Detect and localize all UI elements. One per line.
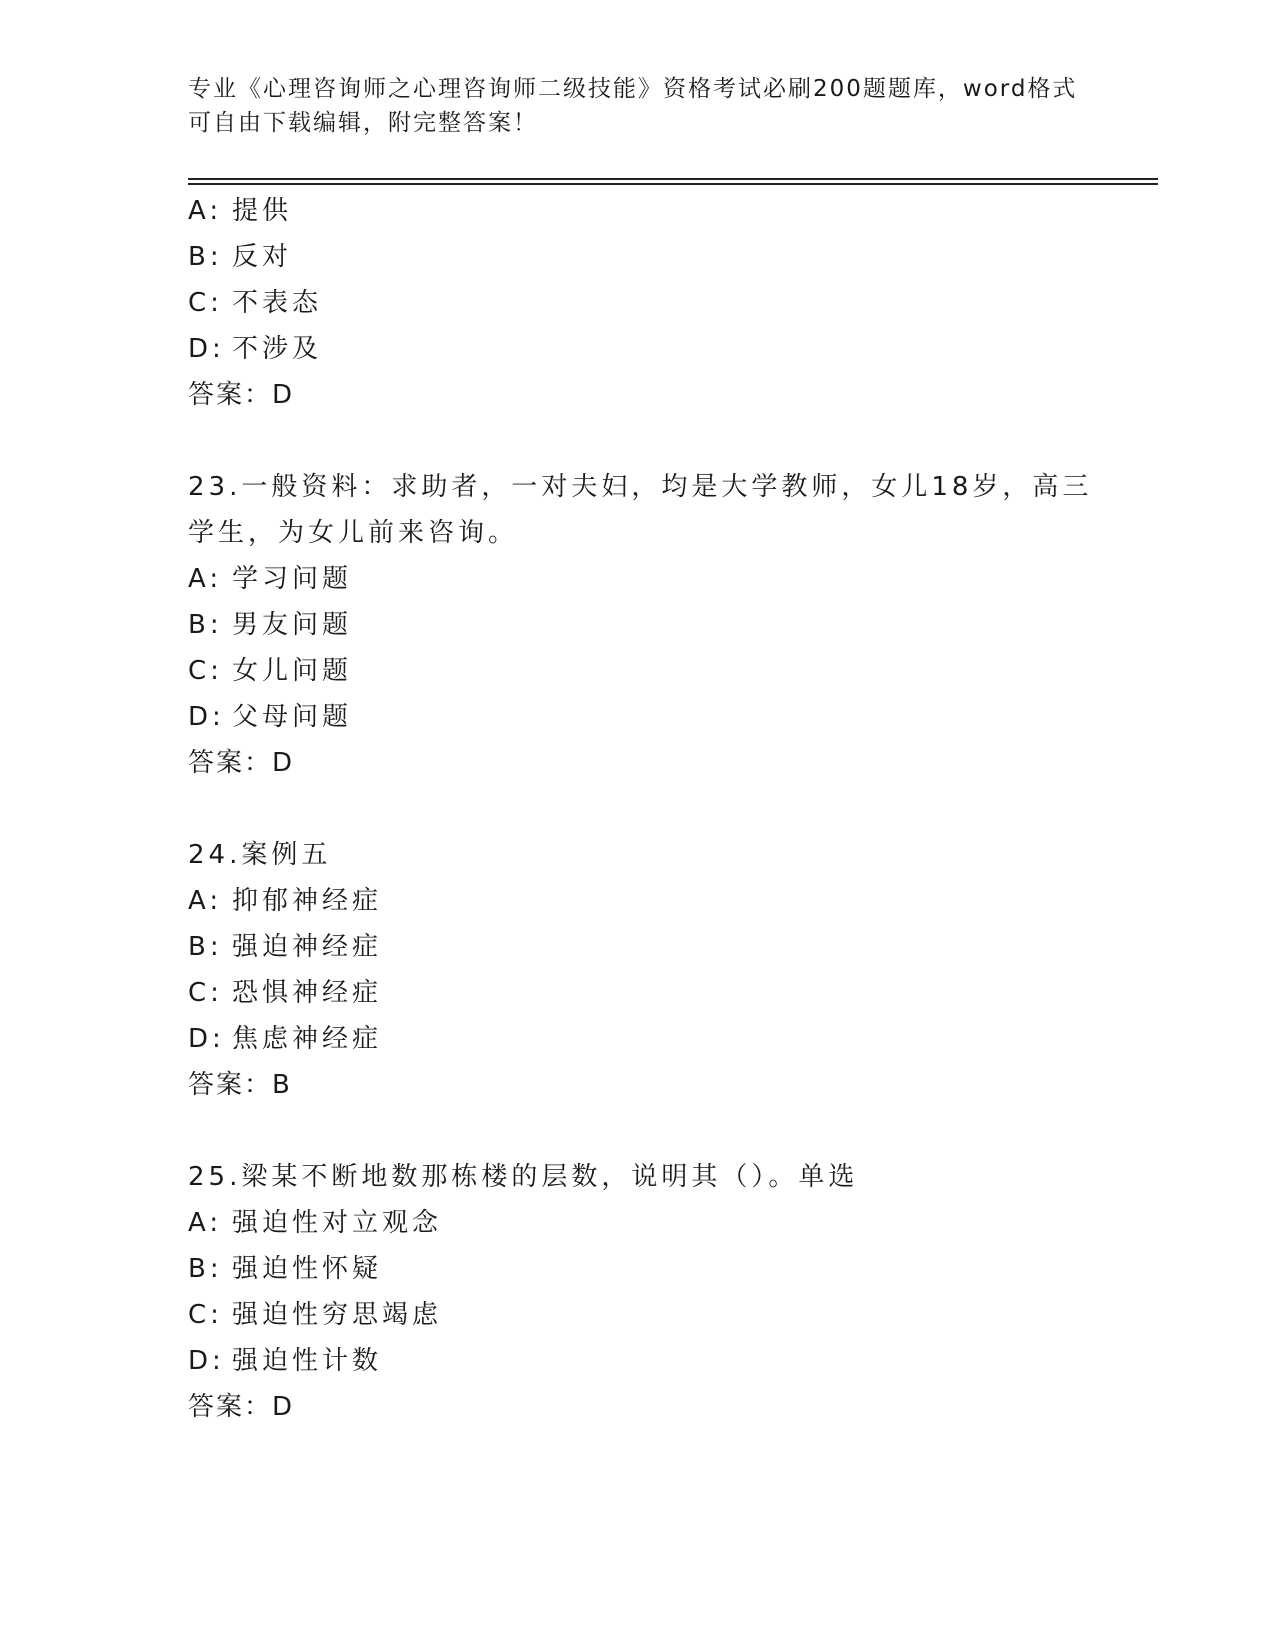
option-text: 强迫性穷思竭虑 xyxy=(232,1300,443,1330)
answer-line: 答案：D xyxy=(188,380,295,410)
option-label: A: xyxy=(188,564,223,594)
answer-line: 答案：D xyxy=(188,1392,295,1422)
option-text: 女儿问题 xyxy=(232,656,353,686)
option-label: C: xyxy=(188,656,223,686)
option-b xyxy=(188,602,1088,648)
option-c xyxy=(188,648,1088,694)
option-text: 强迫性计数 xyxy=(232,1346,383,1376)
option-d xyxy=(188,1338,1088,1384)
option-label: B: xyxy=(188,610,223,640)
option-label: B: xyxy=(188,1254,223,1284)
option-label: D: xyxy=(188,702,225,732)
option-label: B: xyxy=(188,242,223,272)
option-label: B: xyxy=(188,932,223,962)
answer-line: 答案：B xyxy=(188,1070,292,1100)
option-d xyxy=(188,694,1088,740)
question-22 xyxy=(188,188,1088,418)
question-stem: 25.梁某不断地数那栋楼的层数，说明其（）。单选 xyxy=(188,1162,859,1192)
option-label: D: xyxy=(188,1346,225,1376)
document-header xyxy=(188,72,1088,140)
option-a xyxy=(188,188,1088,234)
option-text: 强迫神经症 xyxy=(232,932,383,962)
header-divider-bottom xyxy=(188,183,1158,185)
option-c xyxy=(188,1292,1088,1338)
option-b xyxy=(188,924,1088,970)
header-line-1: 专业《心理咨询师之心理咨询师二级技能》资格考试必刷200题题库，word格式 xyxy=(188,76,1078,102)
question-stem-continued: 学生，为女儿前来咨询。 xyxy=(188,518,519,548)
option-text: 反对 xyxy=(232,242,293,272)
option-text: 抑郁神经症 xyxy=(232,886,383,916)
question-25 xyxy=(188,1154,1088,1430)
option-text: 恐惧神经症 xyxy=(232,978,383,1008)
option-text: 不涉及 xyxy=(232,334,323,364)
option-a xyxy=(188,556,1088,602)
spacer xyxy=(188,1108,1088,1154)
option-label: C: xyxy=(188,288,223,318)
spacer xyxy=(188,786,1088,832)
option-text: 父母问题 xyxy=(232,702,353,732)
option-text: 强迫性怀疑 xyxy=(232,1254,383,1284)
spacer xyxy=(188,418,1088,464)
question-stem: 24.案例五 xyxy=(188,840,332,870)
option-text: 焦虑神经症 xyxy=(232,1024,383,1054)
option-d xyxy=(188,326,1088,372)
option-label: C: xyxy=(188,978,223,1008)
question-stem: 23.一般资料：求助者，一对夫妇，均是大学教师，女儿18岁，高三 xyxy=(188,472,1093,502)
option-a xyxy=(188,1200,1088,1246)
option-text: 强迫性对立观念 xyxy=(232,1208,443,1238)
option-c xyxy=(188,280,1088,326)
header-divider-top xyxy=(188,178,1158,180)
question-23 xyxy=(188,464,1093,786)
option-b xyxy=(188,1246,1088,1292)
option-label: D: xyxy=(188,1024,225,1054)
option-label: A: xyxy=(188,196,223,226)
answer-line: 答案：D xyxy=(188,748,295,778)
option-a xyxy=(188,878,1088,924)
question-24 xyxy=(188,832,1088,1108)
option-c xyxy=(188,970,1088,1016)
option-label: A: xyxy=(188,1208,223,1238)
option-text: 男友问题 xyxy=(232,610,353,640)
option-text: 不表态 xyxy=(232,288,323,318)
option-label: A: xyxy=(188,886,223,916)
header-line-2: 可自由下载编辑，附完整答案！ xyxy=(188,110,538,136)
option-text: 学习问题 xyxy=(232,564,353,594)
option-b xyxy=(188,234,1088,280)
option-label: C: xyxy=(188,1300,223,1330)
option-label: D: xyxy=(188,334,225,364)
option-d xyxy=(188,1016,1088,1062)
option-text: 提供 xyxy=(232,196,293,226)
question-list xyxy=(188,188,1093,1430)
